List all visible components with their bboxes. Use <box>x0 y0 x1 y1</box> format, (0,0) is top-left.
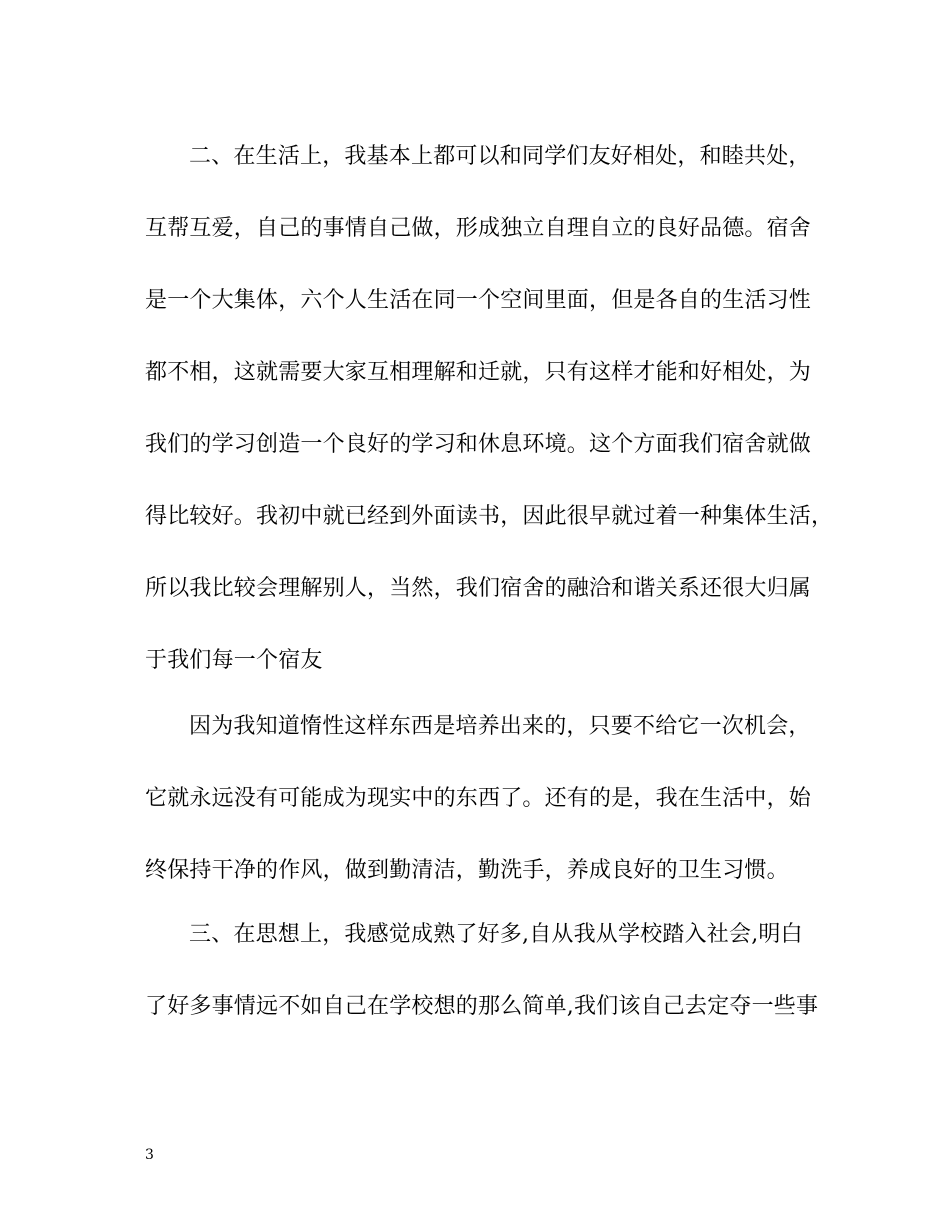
paragraph-line: 三、在思想上，我感觉成熟了好多,自从我从学校踏入社会,明白 <box>189 922 803 947</box>
paragraph-line: 互帮互爱，自己的事情自己做，形成独立自理自立的良好品德。宿舍 <box>145 216 812 241</box>
paragraph-line: 终保持干净的作风，做到勤清洁，勤洗手，养成良好的卫生习惯。 <box>145 858 789 883</box>
page-number: 3 <box>145 1147 154 1163</box>
paragraph-line: 我们的学习创造一个良好的学习和休息环境。这个方面我们宿舍就做 <box>145 432 812 457</box>
paragraph-line: 都不相，这就需要大家互相理解和迁就，只有这样才能和好相处，为 <box>145 360 812 385</box>
paragraph-line: 得比较好。我初中就已经到外面读书，因此很早就过着一种集体生活， <box>145 504 834 529</box>
paragraph-line: 因为我知道惰性这样东西是培养出来的，只要不给它一次机会， <box>189 714 811 739</box>
paragraph-line: 于我们每一个宿友 <box>145 648 323 673</box>
paragraph-line: 它就永远没有可能成为现实中的东西了。还有的是，我在生活中，始 <box>145 786 812 811</box>
paragraph-line: 二、在生活上，我基本上都可以和同学们友好相处，和睦共处， <box>189 144 811 169</box>
paragraph-line: 了好多事情远不如自己在学校想的那么简单,我们该自己去定夺一些事 <box>145 994 819 1019</box>
paragraph-line: 是一个大集体，六个人生活在同一个空间里面，但是各自的生活习性 <box>145 288 812 313</box>
paragraph-line: 所以我比较会理解别人，当然，我们宿舍的融洽和谐关系还很大归属 <box>145 576 812 601</box>
